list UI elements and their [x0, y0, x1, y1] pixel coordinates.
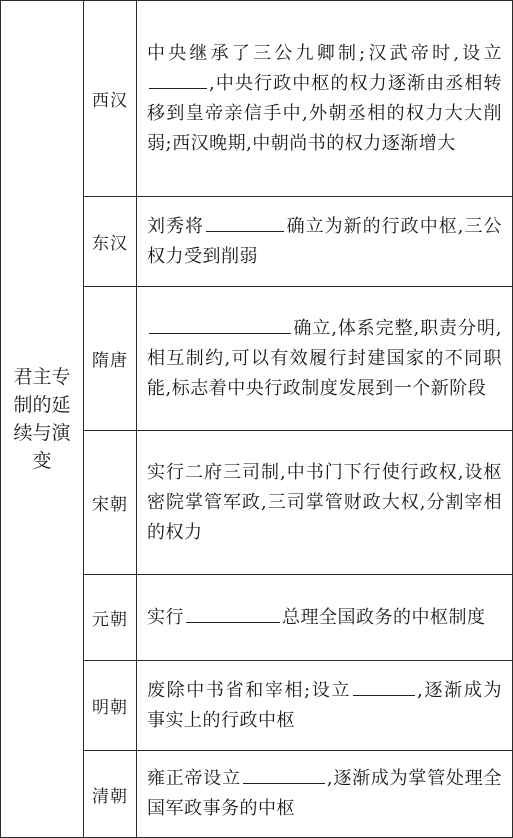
- content-cell-suitang: [137, 287, 513, 431]
- fill-in-blank: [353, 677, 415, 696]
- content-text: 废除中书省和宰相;设立: [147, 679, 352, 701]
- content-text: 总理全国政务的中枢制度: [282, 606, 486, 628]
- content-cell-qing: [137, 751, 513, 838]
- fill-in-blank: [206, 213, 284, 232]
- dynasty-cell-xihan: 西汉: [84, 1, 137, 197]
- topic-cell: 君主专制的延续与演变: [1, 1, 84, 838]
- content-text: 刘秀将: [147, 215, 205, 237]
- content-text: 雍正帝设立: [147, 768, 241, 789]
- dynasty-cell-suitang: 隋唐: [84, 287, 137, 431]
- content-text: ,逐渐成为事实上的行政中枢: [147, 679, 502, 731]
- content-cell-xihan: [137, 1, 513, 197]
- dynasty-cell-ming: 明朝: [84, 661, 137, 751]
- fill-in-blank: [149, 70, 207, 89]
- content-cell-yuan: [137, 575, 513, 661]
- content-text: 实行: [147, 606, 184, 628]
- table-row: [1, 1, 513, 197]
- content-cell-ming: [137, 661, 513, 751]
- dynasty-cell-donghan: 东汉: [84, 197, 137, 287]
- content-text: ,逐渐成为掌管处理全国军政事务的中枢: [147, 768, 503, 819]
- content-cell-donghan: [137, 197, 513, 287]
- content-text: 确立为新的行政中枢,三公权力受到削弱: [147, 215, 502, 267]
- content-text: 确立,体系完整,职责分明,相互制约,可以有效履行封建国家的不同职能,标志着中央行政制度发展到一个新阶段: [147, 317, 502, 399]
- content-text: 中央继承了三公九卿制;汉武帝时,设立: [147, 42, 502, 64]
- fill-in-blank: [243, 765, 325, 784]
- fill-in-blank: [186, 604, 280, 623]
- content-cell-song: 实行二府三司制,中书门下行使行政权,设枢密院掌管军政,三司掌管财政大权,分割宰相的权力: [137, 431, 513, 575]
- dynasty-cell-yuan: 元朝: [84, 575, 137, 661]
- dynasty-cell-qing: 清朝: [84, 751, 137, 838]
- dynasty-cell-song: 宋朝: [84, 431, 137, 575]
- fill-in-blank: [149, 315, 291, 334]
- content-text: ,中央行政中枢的权力逐渐由丞相转移到皇帝亲信手中,外朝丞相的权力大大削弱;西汉晚期,中朝尚书的权力逐渐增大: [147, 72, 502, 154]
